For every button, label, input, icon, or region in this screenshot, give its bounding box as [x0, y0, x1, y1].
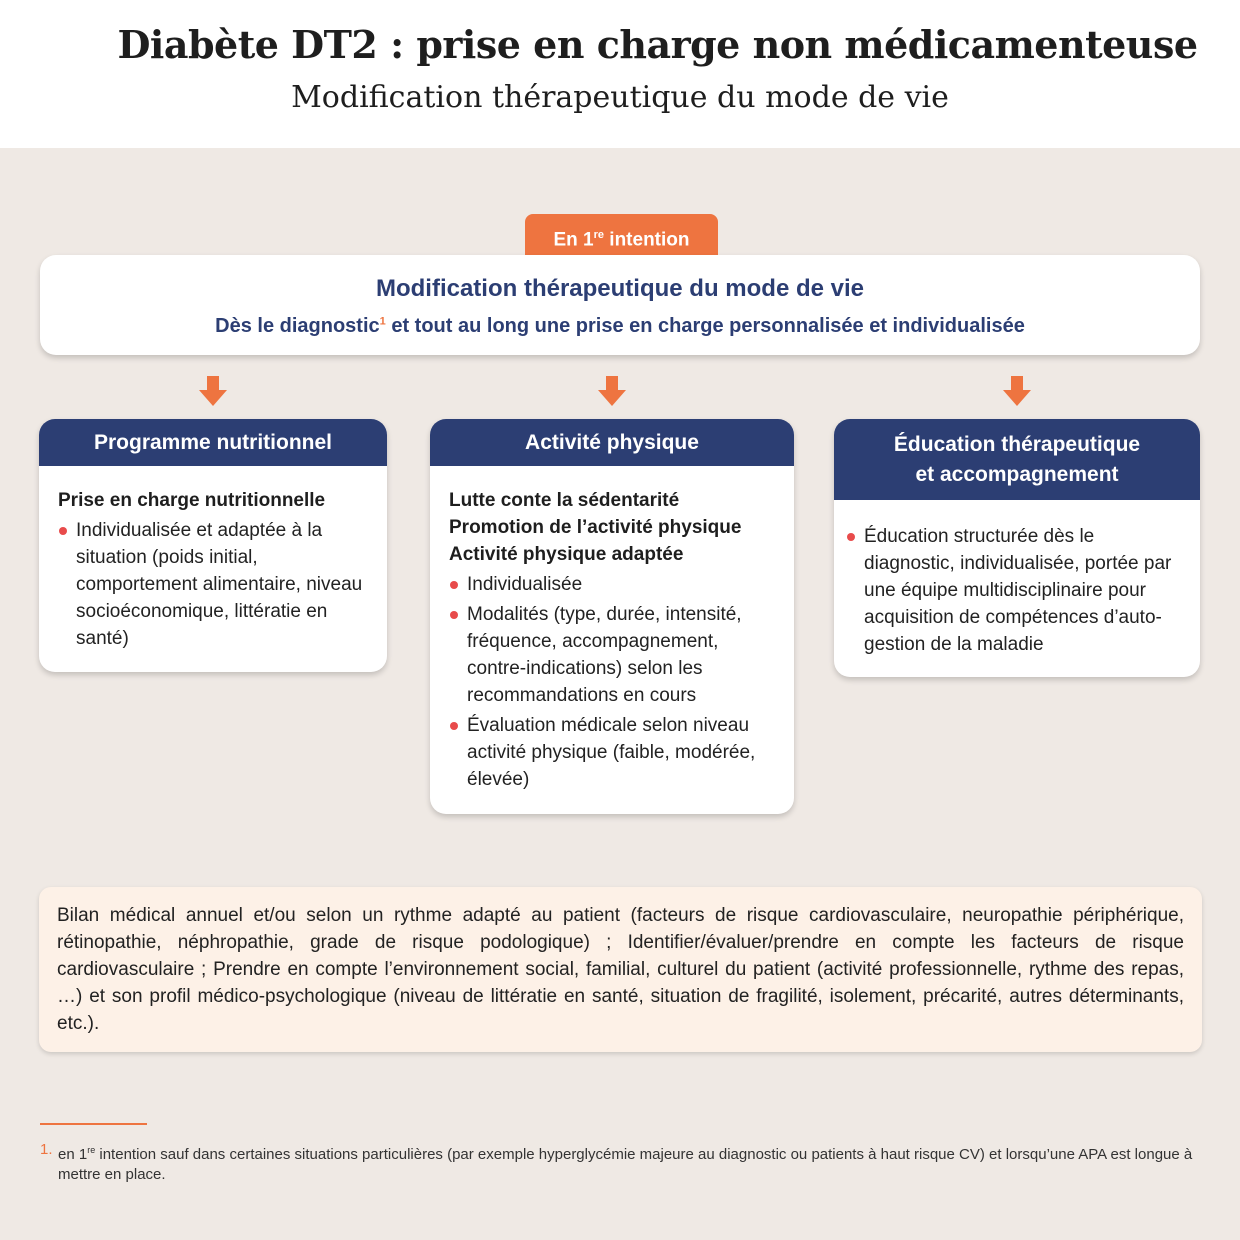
lifestyle-modification-box: [40, 255, 1200, 355]
card-lead: Activité physique adaptée: [449, 544, 684, 565]
nutrition-card: [39, 419, 387, 672]
footnote-text: [58, 1140, 1205, 1185]
page-subtitle: Modification thérapeutique du mode de vie: [291, 80, 949, 115]
annual-assessment-note: Bilan médical annuel et/ou selon un rythme adapté au patient (facteurs de risque cardiovasculaire, neuropathie périphérique, rétinopathie, néphropathie, grade de risque podologique) ; Identifier/évaluer/prendre en compte les facteurs de risque cardiovasculaire ; Prendre en compte l’environnement social, familial, culturel du patient (activité professionnelle, rythme des repas, …) et son profil médico-psychologique (niveau de littératie en santé, situation de fragilité, isolement, précarité, autres déterminants, etc.).: [39, 887, 1202, 1052]
top-box-subtitle: [40, 315, 1200, 338]
top-box-title: Modification thérapeutique du mode de vie: [375, 275, 865, 302]
footnote-divider: [40, 1123, 147, 1125]
footnote-sup: re: [87, 1145, 96, 1155]
card-header: Programme nutritionnel: [39, 419, 387, 466]
down-arrow-icon: [199, 376, 227, 406]
bullet-list: [846, 523, 1188, 658]
card-lead: Promotion de l’activité physique: [449, 517, 742, 538]
down-arrow-icon: [1003, 376, 1031, 406]
top-box-subtitle-end: et tout au long une prise en charge personnalisée et individualisée: [385, 315, 1025, 337]
footnote-text-start: en 1: [58, 1146, 88, 1163]
card-header: Activité physique: [430, 419, 794, 466]
first-intention-badge: [525, 214, 718, 256]
page-title: Diabète DT2 : prise en charge non médicamenteuse: [117, 22, 1198, 67]
card-lead: Prise en charge nutritionnelle: [58, 490, 326, 511]
footnote-reference: 1: [379, 315, 386, 328]
badge-sup: re: [593, 229, 605, 241]
education-card: [834, 419, 1200, 677]
list-item: Individualisée et adaptée à la situation (poids initial, comportement alimentaire, niveau socioéconomique, littératie en santé): [58, 517, 371, 652]
bullet-list: [449, 571, 778, 793]
footnote: [40, 1140, 1205, 1185]
list-item: Individualisée: [449, 571, 778, 598]
badge-prefix: En 1: [553, 229, 594, 251]
footnote-number: 1.: [40, 1141, 53, 1158]
card-body: [430, 466, 794, 793]
card-header: Éducation thérapeutique et accompagnement: [834, 419, 1200, 500]
list-item: Modalités (type, durée, intensité, fréquence, accompagnement, contre-indications) selon les recommandations en cours: [449, 601, 778, 709]
page-header: [0, 0, 1240, 148]
list-item: Éducation structurée dès le diagnostic, individualisée, portée par une équipe multidisciplinaire pour acquisition de compétences d’auto-gestion de la maladie: [846, 523, 1188, 658]
list-item: Évaluation médicale selon niveau activité physique (faible, modérée, élevée): [449, 712, 778, 793]
top-box-subtitle-start: Dès le diagnostic: [215, 315, 380, 337]
physical-activity-card: [430, 419, 794, 814]
footnote-text-end: intention sauf dans certaines situations particulières (par exemple hyperglycémie majeure au diagnostic ou patients à haut risque CV) et lorsqu’une APA est longue à mettre en place.: [58, 1146, 1193, 1183]
card-body: [39, 466, 387, 652]
card-lead: Lutte conte la sédentarité: [449, 490, 680, 511]
badge-suffix: intention: [604, 229, 690, 251]
down-arrow-icon: [598, 376, 626, 406]
bullet-list: [58, 517, 371, 652]
card-body: [834, 500, 1200, 658]
